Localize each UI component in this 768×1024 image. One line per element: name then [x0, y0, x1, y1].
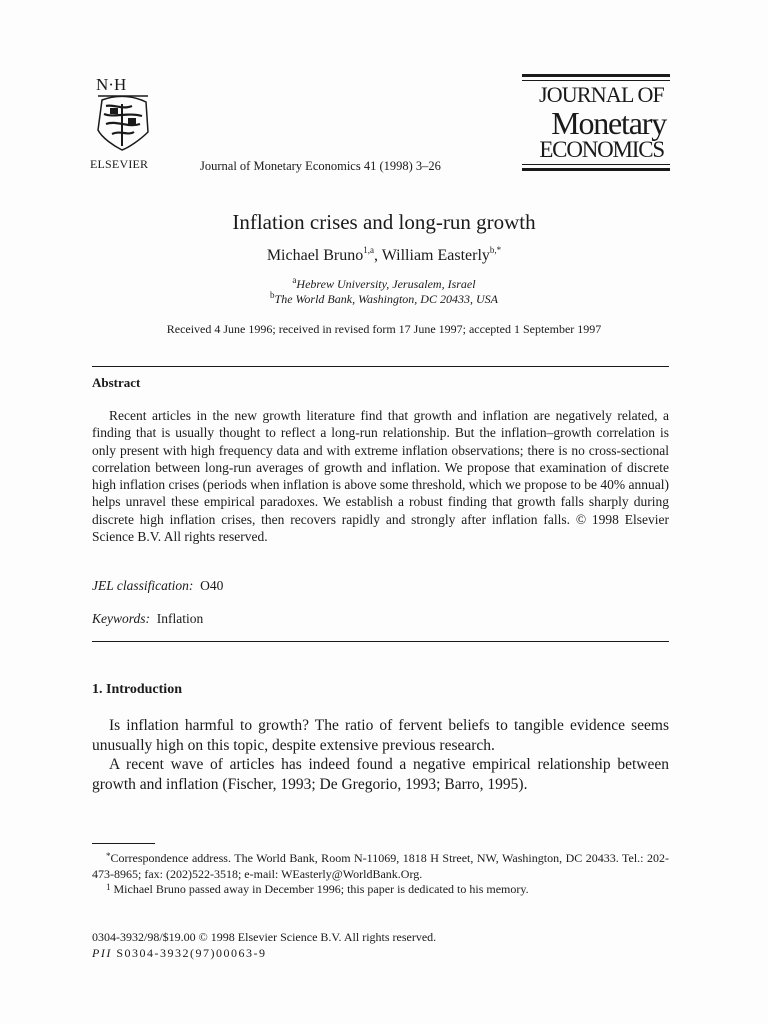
author-affiliation-mark: b,* [489, 245, 502, 255]
publisher-mark: N·H [96, 75, 127, 94]
jel-value: O40 [200, 578, 224, 593]
pii [92, 946, 267, 961]
divider [92, 366, 669, 367]
masthead-bottom-thin-rule [522, 164, 670, 165]
author-affiliation-mark: 1,a [363, 245, 374, 255]
masthead-bottom-rule [522, 168, 670, 171]
received-dates: Received 4 June 1996; received in revised form 17 June 1997; accepted 1 September 1997 [166, 322, 602, 336]
affiliation-text: Hebrew University, Jerusalem, Israel [296, 277, 476, 291]
footnote-rule [92, 843, 155, 844]
footnote [92, 882, 669, 898]
keywords [92, 611, 203, 627]
author-list [0, 247, 768, 265]
journal-title-line3: ECONOMICS [539, 137, 664, 162]
paragraph: Is inflation harmful to growth? The ratio of fervent beliefs to tangible evidence seems unusually high on this topic, despite extensive previous research. [92, 717, 669, 754]
affiliation-mark: b [270, 290, 275, 300]
footnote-mark: 1 [106, 882, 111, 892]
abstract-text: Recent articles in the new growth literature find that growth and inflation are negatively related, a finding that is usually thought to reflect a long-run relationship. But the inflation–growth correlation is only present with high frequency data and with extreme inflation observations; there is no cross-sectional correlation between long-run averages of growth and inflation. We propose that examination of discrete high inflation crises (periods when inflation is above some threshold, which we propose to be 40% annual) helps unravel these empirical paradoxes. We establish a robust finding that growth falls sharply during discrete high inflation crises, then recovers rapidly and strongly after inflation falls. © 1998 Elsevier Science B.V. All rights reserved. [92, 408, 669, 545]
article-title: Inflation crises and long-run growth [232, 210, 536, 234]
keywords-label: Keywords: [92, 611, 150, 626]
footnote-text: Correspondence address. The World Bank, Room N-11069, 1818 H Street, NW, Washington, DC 20433. Tel.: 202-473-8965; fax: (202)522-3518; e-mail: WEasterly@WorldBank.Org. [92, 851, 669, 881]
elsevier-tree-logo [88, 74, 160, 154]
footnotes [92, 851, 669, 898]
publisher-name: ELSEVIER [90, 157, 149, 171]
journal-title-line1: JOURNAL OF [538, 82, 664, 107]
section-body [92, 716, 669, 794]
affiliation-mark: a [292, 275, 297, 285]
keywords-value: Inflation [156, 611, 204, 626]
pii-label: PII [92, 946, 112, 960]
divider [92, 641, 669, 642]
journal-citation: Journal of Monetary Economics 41 (1998) 3–26 [200, 159, 441, 173]
pii-value: S0304-3932(97)00063-9 [111, 946, 267, 960]
issn-copyright: 0304-3932/98/$19.00 © 1998 Elsevier Science B.V. All rights reserved. [92, 930, 437, 944]
footnote [92, 851, 669, 882]
affiliation-text: The World Bank, Washington, DC 20433, USA [274, 292, 498, 306]
jel-classification [92, 578, 223, 594]
jel-label: JEL classification: [92, 578, 194, 593]
paragraph: A recent wave of articles has indeed found a negative empirical relationship between growth and inflation (Fischer, 1993; De Gregorio, 1993; Barro, 1995). [92, 756, 669, 793]
affiliation-b [0, 292, 768, 307]
masthead-top-rule [522, 74, 670, 77]
abstract-heading: Abstract [92, 375, 141, 390]
masthead-top-thin-rule [522, 80, 670, 81]
author-separator: , [373, 247, 382, 264]
author-name: Michael Bruno [266, 247, 364, 264]
footnote-text: Michael Bruno passed away in December 1996; this paper is dedicated to his memory. [113, 882, 529, 896]
journal-title-line2: Monetary [551, 105, 666, 141]
section-heading: 1. Introduction [92, 682, 182, 697]
footnote-mark: * [106, 851, 111, 861]
affiliation-a [0, 277, 768, 292]
journal-masthead [522, 74, 670, 178]
author-name: William Easterly [381, 247, 490, 264]
